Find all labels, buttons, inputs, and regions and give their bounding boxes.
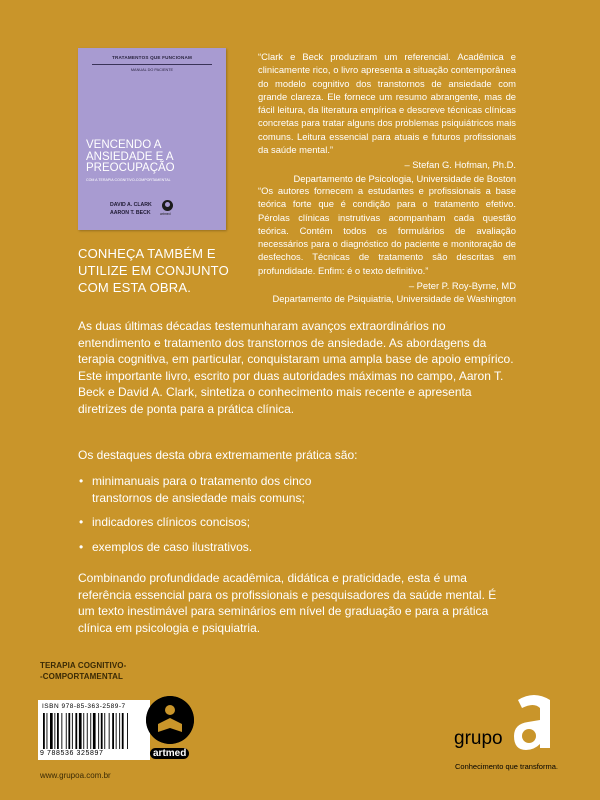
closing-paragraph: Combinando profundidade acadêmica, didática e praticidade, esta é uma referência essencial para os profissionais e pesquisadores da saúde mental. É um texto inestimável para seminários em nível de graduação e para a prática clínica em psicologia e psiquiatria. (78, 571, 497, 635)
bullet-icon: • (79, 539, 84, 554)
quote-affiliation: Departamento de Psiquiatria, Universidade de Washington (272, 293, 516, 305)
see-also-caption: CONHEÇA TAMBÉM E UTILIZE EM CONJUNTO COM ESTA OBRA. (78, 246, 229, 295)
bullet-icon: • (79, 515, 84, 530)
book-publisher-logo-icon (162, 200, 173, 211)
category-line: TERAPIA COGNITIVO- (40, 661, 127, 670)
publisher-name-text: artmed (150, 748, 189, 759)
quote-affiliation: Departamento de Psicologia, Universidade de Boston (293, 172, 516, 184)
book-authors (110, 201, 152, 217)
book-title-line: PREOCUPAÇÃO (86, 162, 175, 174)
review-quote (258, 50, 516, 185)
category-label (40, 660, 126, 682)
barcode (38, 700, 150, 760)
website-url: www.grupoa.com.br (40, 771, 111, 780)
book-manual-label: MANUAL DO PACIENTE (130, 68, 174, 72)
related-book-thumbnail (78, 48, 226, 230)
isbn-label: ISBN 978-85-363-2589-7 (42, 703, 126, 710)
highlights-list (78, 473, 516, 563)
book-rule (92, 64, 212, 65)
book-title-line: VENCENDO A (86, 139, 162, 151)
artmed-logo-icon (146, 696, 194, 744)
group-name: grupo (454, 728, 503, 749)
book-series: TRATAMENTOS QUE FUNCIONAM (111, 55, 193, 60)
book-title (86, 140, 206, 175)
list-item (78, 539, 516, 556)
quote-author: – Stefan G. Hofman, Ph.D. (404, 159, 516, 171)
quote-author: – Peter P. Roy-Byrne, MD (408, 280, 516, 292)
quote-text: “Os autores fornecem a estudantes e profissionais a base teórica forte que é condição para o tratamento efetivo. Pérolas clínicas instrutivas acompanham cada questão teórica. Contém todos os formulários de avaliação necessários para o diagnóstico do paciente e monitoração de desfechos. Técnicas de tratamento são descritas em profundidade. Enfim: é o texto definitivo.” (258, 185, 516, 276)
category-line: -COMPORTAMENTAL (40, 672, 123, 681)
intro-paragraph: As duas últimas décadas testemunharam avanços extraordinários no entendimento e tratamento dos transtornos de ansiedade. As abordagens da terapia cognitiva, em particular, conquistaram uma ampla base de apoio empírico. Este importante livro, escrito por duas autoridades máximas no campo, Aaron T. Beck e David A. Clark, sintetiza o conhecimento mais recente e apresenta diretrizes de ponta para a prática clínica. (78, 319, 514, 416)
book-author: DAVID A. CLARK (110, 202, 152, 208)
list-item (78, 514, 516, 531)
book-publisher-word: artmed (160, 212, 171, 216)
barcode-number: 9 788536 325897 (40, 750, 104, 757)
list-item-text: indicadores clínicos concisos; (92, 515, 251, 530)
barcode-bars-icon (42, 713, 146, 749)
grupo-a-logo-icon (508, 690, 560, 752)
quote-text: “Clark e Beck produziram um referencial. Acadêmica e clinicamente rico, o livro apresenta a situação contemporânea do modelo cognitivo dos transtornos de ansiedade com grande clareza. Ele fornece um resumo abrangente, mas de fácil leitura, da literatura empírica e descreve técnicas clínicas concretas para tratar alguns dos problemas psiquiátricos mais comuns. Leitura essencial para atuais e futuros profissionais da saúde mental.” (258, 51, 516, 156)
book-author: AARON T. BECK (110, 210, 151, 216)
list-item-text: exemplos de caso ilustrativos. (92, 539, 253, 554)
publisher-name (150, 748, 189, 759)
highlights-heading: Os destaques desta obra extremamente prática são: (78, 448, 358, 462)
review-quote (258, 184, 516, 306)
book-title-line: ANSIEDADE E A (86, 150, 174, 163)
list-item-text: minimanuais para o tratamento dos cinco transtornos de ansiedade mais comuns; (92, 474, 312, 505)
group-tagline: Conhecimento que transforma. (455, 762, 558, 771)
list-item (78, 473, 516, 506)
bullet-icon: • (79, 474, 84, 488)
book-subtitle: COM A TERAPIA COGNITIVO-COMPORTAMENTAL (86, 178, 171, 182)
